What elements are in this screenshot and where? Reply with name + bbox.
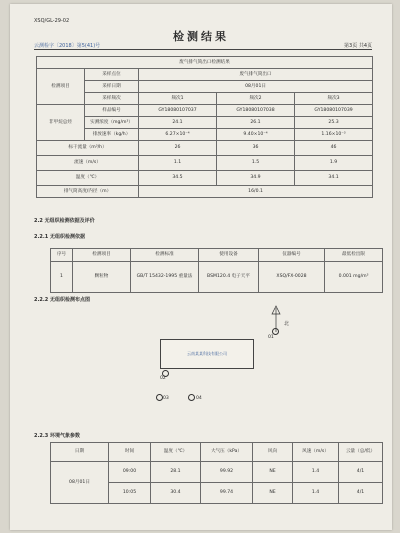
height-value: 16/0.1	[139, 186, 373, 198]
time-cell: 10:05	[109, 483, 151, 504]
header-cell: 仪器编号	[259, 249, 325, 262]
form-code: XSQ/GL-29-02	[34, 18, 70, 24]
point-label: 04	[196, 396, 202, 401]
flow-label: 标干流量（m³/h）	[37, 141, 139, 156]
building-box: 云南某某科技有限公司	[160, 339, 254, 369]
header-cell: 检测标准	[131, 249, 199, 262]
flow-cell: 36	[217, 141, 295, 156]
temp-cell: 34.5	[139, 171, 217, 186]
speed-cell: 1.9	[295, 156, 373, 171]
sample-freq-label: 采样频次	[85, 93, 139, 105]
wind-speed-cell: 1.4	[293, 462, 339, 483]
conc-label: 实测浓度（mg/m³）	[85, 117, 139, 129]
page-number: 第3页 共4页	[344, 43, 372, 49]
wind-speed-cell: 1.4	[293, 483, 339, 504]
section-heading: 2.2 无组织检测依据及评价	[34, 218, 95, 224]
temp-cell: 30.4	[151, 483, 201, 504]
speed-cell: 1.5	[217, 156, 295, 171]
point-label: 02	[160, 376, 166, 381]
wind-dir-cell: NE	[253, 462, 293, 483]
header-cell: 温度（℃）	[151, 443, 201, 462]
header-cell: 风速（m/s）	[293, 443, 339, 462]
header-cell: 使用设备	[199, 249, 259, 262]
section-heading: 2.2.2 无组织检测布点图	[34, 297, 90, 303]
sample-date-value: 08月01日	[139, 81, 373, 93]
header-cell: 大气压（kPa）	[201, 443, 253, 462]
point-marker	[156, 394, 163, 401]
freq-cell: 频次3	[295, 93, 373, 105]
weather-table	[50, 442, 383, 504]
temp-cell: 34.1	[295, 171, 373, 186]
sample-no-cell: GY18080107038	[217, 105, 295, 117]
header-cell: 检测项目	[73, 249, 131, 262]
conc-cell: 24.1	[139, 117, 217, 129]
conc-cell: 25.3	[295, 117, 373, 129]
report-number: 云测检字〔2018〕第5(41)号	[34, 43, 101, 49]
item-cell: 颗粒物	[73, 262, 131, 293]
header-rule	[34, 49, 372, 50]
header-cell: 风向	[253, 443, 293, 462]
sampling-layout-diagram	[50, 304, 370, 424]
device-cell: BSM120.4 电子天平	[199, 262, 259, 293]
temp-label: 温度（℃）	[37, 171, 139, 186]
flow-cell: 26	[139, 141, 217, 156]
table-caption: 废气排气筒出口检测结果	[37, 57, 373, 69]
header-cell: 序号	[51, 249, 73, 262]
point-marker	[272, 328, 279, 335]
section-heading: 2.2.3 环境气象参数	[34, 433, 80, 439]
nonmethane-label: 非甲烷总烃	[37, 105, 85, 141]
rate-cell: 1.16×10⁻³	[295, 129, 373, 141]
speed-label: 流速（m/s）	[37, 156, 139, 171]
sample-point-label: 采样点位	[85, 69, 139, 81]
sample-point-value: 废气排气筒出口	[139, 69, 373, 81]
freq-cell: 频次2	[217, 93, 295, 105]
pressure-cell: 99.74	[201, 483, 253, 504]
device-no-cell: XSQ/FX-0028	[259, 262, 325, 293]
point-marker	[188, 394, 195, 401]
rate-cell: 9.40×10⁻⁴	[217, 129, 295, 141]
sample-date-label: 采样日期	[85, 81, 139, 93]
detect-item-label: 检测项目	[37, 69, 85, 105]
speed-cell: 1.1	[139, 156, 217, 171]
temp-cell: 28.1	[151, 462, 201, 483]
point-label: 03	[163, 396, 169, 401]
header-cell: 最低检出限	[325, 249, 383, 262]
north-label: 北	[284, 321, 290, 327]
wind-dir-cell: NE	[253, 483, 293, 504]
cloud-cell: 4/1	[339, 483, 383, 504]
point-label: 01	[268, 335, 274, 340]
temp-cell: 34.9	[217, 171, 295, 186]
header-cell: 日期	[51, 443, 109, 462]
pressure-cell: 99.92	[201, 462, 253, 483]
limit-cell: 0.001 mg/m³	[325, 262, 383, 293]
flow-cell: 46	[295, 141, 373, 156]
freq-cell: 频次1	[139, 93, 217, 105]
sample-no-label: 样品编号	[85, 105, 139, 117]
page-title: 检测结果	[173, 30, 229, 43]
standard-cell: GB/T 15432-1995 重量法	[131, 262, 199, 293]
sample-no-cell: GY18080107037	[139, 105, 217, 117]
row-number: 1	[51, 262, 73, 293]
document-page	[10, 4, 392, 530]
header-cell: 时间	[109, 443, 151, 462]
sample-no-cell: GY18080107039	[295, 105, 373, 117]
exhaust-results-table	[36, 56, 373, 198]
rate-cell: 6.27×10⁻⁴	[139, 129, 217, 141]
conc-cell: 26.1	[217, 117, 295, 129]
height-label: 排气筒高度/内径（m）	[37, 186, 139, 198]
rate-label: 排放速率（kg/h）	[85, 129, 139, 141]
cloud-cell: 4/1	[339, 462, 383, 483]
section-heading: 2.2.1 无组织检测依据	[34, 234, 85, 240]
time-cell: 09:00	[109, 462, 151, 483]
header-cell: 云量（总/低）	[339, 443, 383, 462]
method-table	[50, 248, 383, 293]
date-cell: 08月01日	[51, 462, 109, 504]
